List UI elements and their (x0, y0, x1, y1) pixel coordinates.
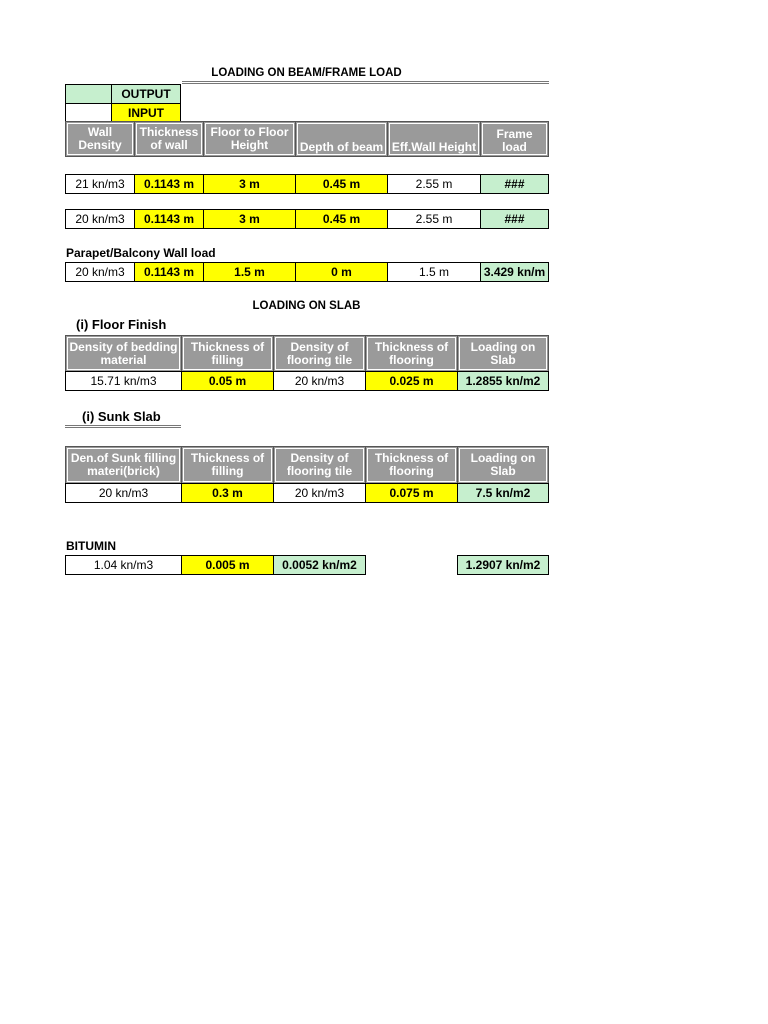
beam-row2-depth: 0.45 m (295, 209, 388, 229)
header-sunk-density-tile: Density of flooring tile (273, 446, 366, 484)
header-thickness-flooring: Thickness of flooring (365, 335, 458, 372)
parapet-frame-load: 3.429 kn/m (480, 262, 549, 282)
beam-row2-frame-load: ### (480, 209, 549, 229)
beam-row2-floor-height: 3 m (203, 209, 296, 229)
header-floor-to-floor-height: Floor to Floor Height (203, 121, 296, 157)
bitumin-density: 1.04 kn/m3 (65, 555, 182, 575)
beam-row1-depth: 0.45 m (295, 174, 388, 194)
header-sunk-thickness-flooring: Thickness of flooring (365, 446, 458, 484)
beam-row1-thickness: 0.1143 m (134, 174, 204, 194)
sunk-slab-tile-density: 20 kn/m3 (273, 483, 366, 503)
header-sunk-loading: Loading on Slab (457, 446, 549, 484)
header-density-tile: Density of flooring tile (273, 335, 366, 372)
parapet-depth: 0 m (295, 262, 388, 282)
floor-finish-loading: 1.2855 kn/m2 (457, 371, 549, 391)
sunk-slab-thickness: 0.3 m (181, 483, 274, 503)
legend-output-label: OUTPUT (111, 84, 181, 104)
beam-section-title: LOADING ON BEAM/FRAME LOAD (211, 67, 402, 79)
legend-input-label: INPUT (111, 103, 181, 122)
legend-output-swatch (65, 84, 112, 104)
floor-finish-tile-density: 20 kn/m3 (273, 371, 366, 391)
parapet-density: 20 kn/m3 (65, 262, 135, 282)
parapet-eff-height: 1.5 m (387, 262, 481, 282)
sunk-slab-label: (i) Sunk Slab (82, 409, 161, 424)
beam-row1-density: 21 kn/m3 (65, 174, 135, 194)
title-underline (182, 81, 549, 84)
sunk-slab-underline (65, 425, 181, 428)
beam-row2-eff-height: 2.55 m (387, 209, 481, 229)
header-frame-load: Frame load (480, 121, 549, 157)
sunk-slab-density: 20 kn/m3 (65, 483, 182, 503)
beam-row2-thickness: 0.1143 m (134, 209, 204, 229)
floor-finish-flooring-thickness: 0.025 m (365, 371, 458, 391)
sunk-slab-flooring-thickness: 0.075 m (365, 483, 458, 503)
header-thickness-filling: Thickness of filling (181, 335, 274, 372)
sunk-slab-loading: 7.5 kn/m2 (457, 483, 549, 503)
header-density-bedding: Density of bedding material (65, 335, 182, 372)
parapet-label: Parapet/Balcony Wall load (66, 246, 216, 260)
header-depth-of-beam: Depth of beam (295, 121, 388, 157)
slab-section-title: LOADING ON SLAB (252, 300, 361, 312)
header-thickness-of-wall: Thickness of wall (134, 121, 204, 157)
header-wall-density: Wall Density (65, 121, 135, 157)
beam-row1-floor-height: 3 m (203, 174, 296, 194)
parapet-floor-height: 1.5 m (203, 262, 296, 282)
header-loading-on-slab: Loading on Slab (457, 335, 549, 372)
bitumin-load: 0.0052 kn/m2 (273, 555, 366, 575)
beam-row1-frame-load: ### (480, 174, 549, 194)
beam-row2-density: 20 kn/m3 (65, 209, 135, 229)
header-sunk-thickness-filling: Thickness of filling (181, 446, 274, 484)
bitumin-label: BITUMIN (66, 539, 116, 553)
floor-finish-label: (i) Floor Finish (76, 317, 167, 332)
header-den-sunk-filling: Den.of Sunk filling materi(brick) (65, 446, 182, 484)
beam-row1-eff-height: 2.55 m (387, 174, 481, 194)
floor-finish-thickness: 0.05 m (181, 371, 274, 391)
legend-input-blank (65, 103, 112, 122)
header-eff-wall-height: Eff.Wall Height (387, 121, 481, 157)
bitumin-total-load: 1.2907 kn/m2 (457, 555, 549, 575)
bitumin-thickness: 0.005 m (181, 555, 274, 575)
parapet-thickness: 0.1143 m (134, 262, 204, 282)
floor-finish-density: 15.71 kn/m3 (65, 371, 182, 391)
